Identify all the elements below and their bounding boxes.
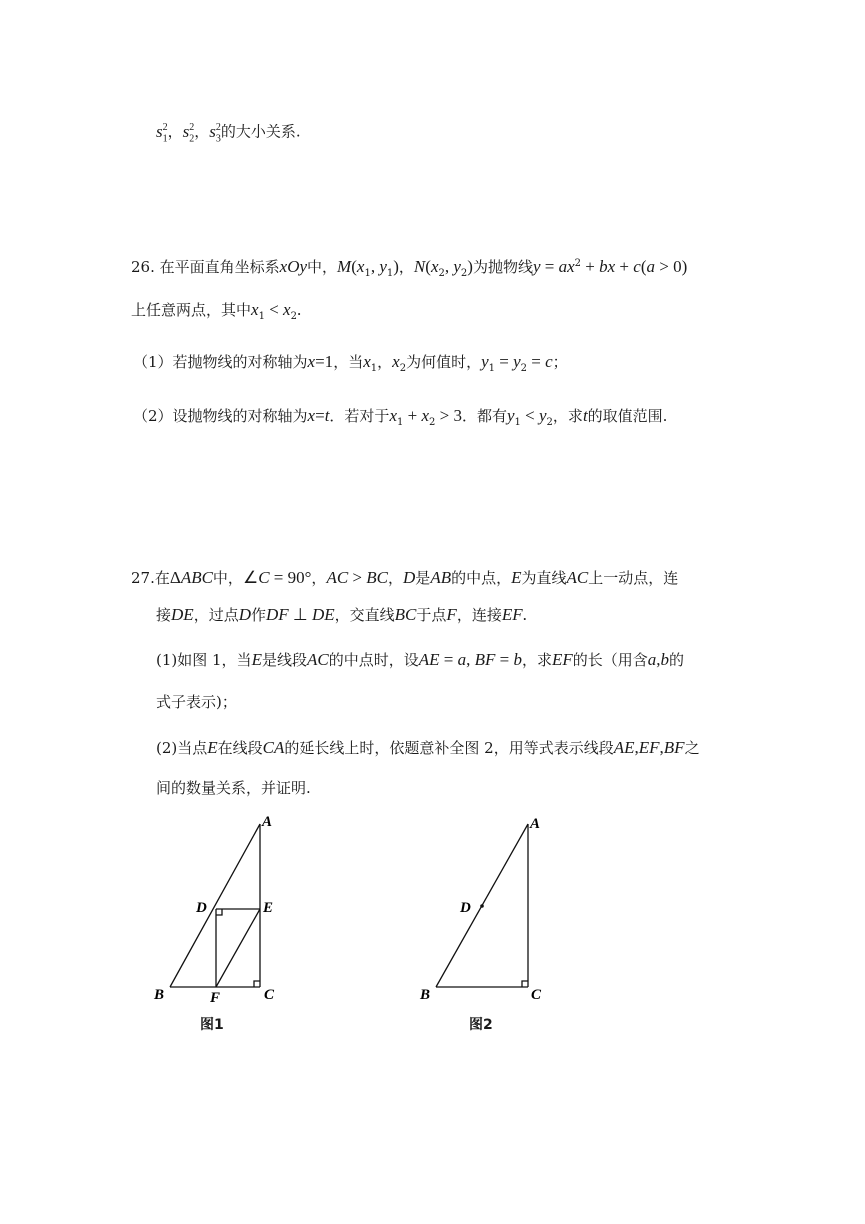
right-angle-mark-c: [254, 981, 260, 987]
figure-1: [140, 808, 300, 1008]
label-b: B: [154, 987, 165, 1003]
point-d: [480, 904, 484, 908]
label-c: C: [531, 987, 542, 1003]
label-a: A: [262, 814, 273, 830]
q27-part2-line2: 间的数量关系，并证明.: [156, 779, 311, 797]
label-e: E: [263, 900, 274, 916]
segment-ab: [170, 824, 260, 987]
figure-1-caption: 图1: [200, 1017, 224, 1033]
q27-part2: (2)当点E在线段CA的延长线上时，依题意补全图 2，用等式表示线段AE,EF,BF之: [156, 738, 700, 757]
label-f: F: [210, 990, 221, 1006]
q26-number: 26.: [131, 258, 155, 276]
top-text-line: $s_1^2$，$s_2^2$，$s_3^2$的大小关系.: [156, 121, 301, 145]
q26-part2: （2）设抛物线的对称轴为x=t．若对于$x_1 + x_2 > 3$．都有$y_1 < y_2$，求t的取值范围.: [133, 406, 668, 428]
figure-2: [410, 808, 570, 1008]
segment-ef: [216, 909, 260, 987]
label-d: D: [460, 900, 471, 916]
q26-line2: 上任意两点，其中$x_1 < x_2$.: [131, 300, 302, 322]
right-angle-mark-d: [216, 909, 222, 915]
label-c: C: [264, 987, 275, 1003]
label-b: B: [420, 987, 431, 1003]
q26-line1: 26. 在平面直角坐标系xOy中，$M(x_1$, $y_1$)，$N(x_2$, $y_2$)为抛物线$y = ax^2$ + bx + c(a > 0): [131, 257, 688, 279]
label-a: A: [530, 816, 541, 832]
q27-part1-line2: 式子表示)；: [156, 693, 237, 711]
figure-2-svg: [410, 808, 570, 1008]
label-d: D: [196, 900, 207, 916]
figure-1-svg: [140, 808, 300, 1008]
q27-part1: (1)如图 1，当E是线段AC的中点时，设AE = a, BF = b，求EF的长（用含a,b的: [156, 650, 685, 669]
top-tail-text: 的大小关系.: [220, 122, 301, 141]
q27-line2: 接DE，过点D作DF ⊥ DE，交直线BC于点F，连接EF.: [156, 605, 527, 624]
q26-part1: （1）若抛物线的对称轴为x=1，当$x_1$，$x_2$为何值时，$y_1 = y_2 = c$；: [133, 352, 568, 374]
q27-line1: 27.在ΔABC中，∠C = 90°，AC > BC，D是AB的中点，E为直线AC上一动点，连: [131, 568, 679, 587]
right-angle-mark-c: [522, 981, 528, 987]
figure-2-caption: 图2: [469, 1017, 493, 1033]
q27-number: 27.: [131, 569, 155, 587]
